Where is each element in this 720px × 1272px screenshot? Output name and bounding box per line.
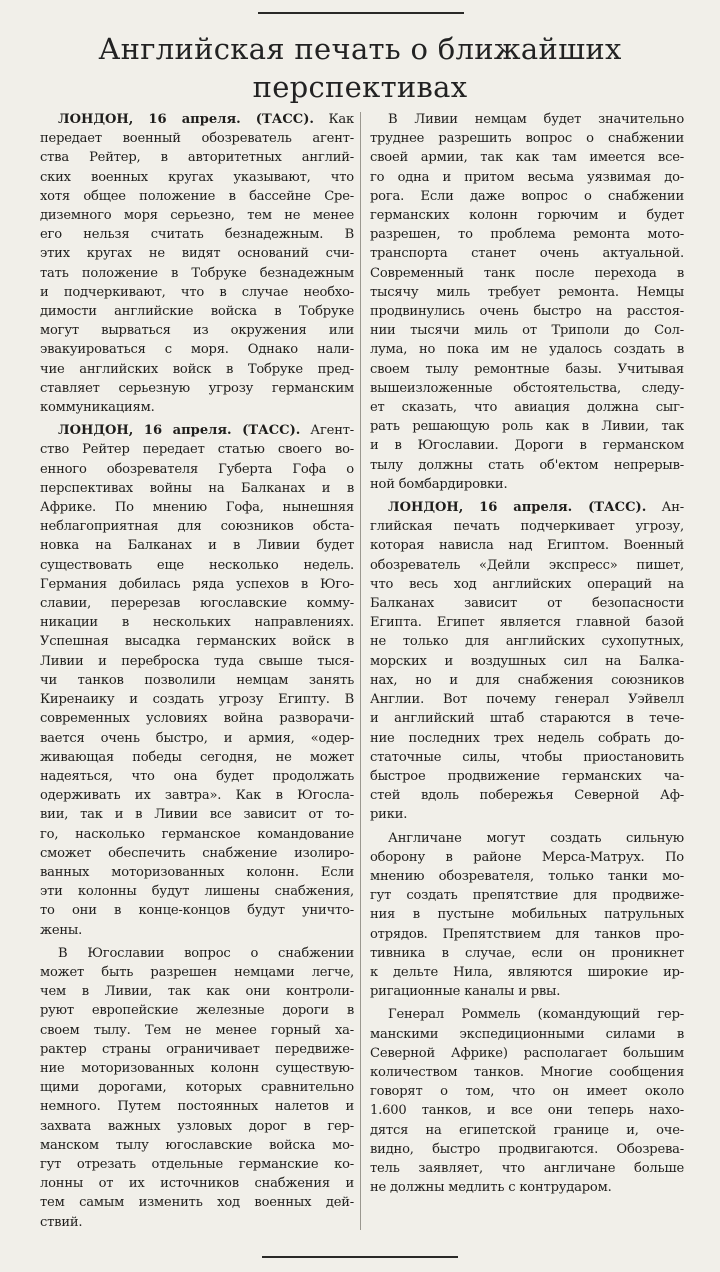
paragraph-line bbox=[370, 786, 684, 805]
paragraph-line bbox=[370, 225, 684, 244]
paragraph-line bbox=[370, 963, 684, 982]
line-text: современных условиях война разворачи- bbox=[40, 711, 354, 727]
line-text: говорят о том, что он имеет около bbox=[370, 1084, 684, 1100]
line-text: щими дорогами, которых сравнительно bbox=[40, 1080, 354, 1096]
paragraph-line bbox=[40, 613, 354, 632]
line-text: не только для английских сухопутных, bbox=[370, 634, 684, 650]
line-text: 1.600 танков, и все они теперь нахо- bbox=[370, 1103, 684, 1119]
line-text: ских военных кругах указывают, что bbox=[40, 169, 354, 185]
line-text: и в Югославии. Дороги в германском bbox=[370, 438, 684, 454]
bottom-rule bbox=[262, 1256, 458, 1258]
article-headline bbox=[40, 30, 680, 106]
line-text: продвинулись очень быстро на расстоя- bbox=[370, 304, 684, 320]
paragraph-line bbox=[40, 1213, 354, 1232]
paragraph-line bbox=[40, 1193, 354, 1212]
paragraph-line bbox=[370, 168, 684, 187]
paragraph-line bbox=[40, 825, 354, 844]
paragraph-line bbox=[40, 206, 354, 225]
paragraph-line bbox=[40, 1059, 354, 1078]
headline-line-1: Английская печать о ближайших bbox=[98, 32, 622, 66]
line-text: Агент- bbox=[300, 423, 354, 439]
line-text: передает военный обозреватель агент- bbox=[40, 131, 354, 147]
line-text: его нельзя считать безнадежным. В bbox=[40, 227, 354, 243]
paragraph-line bbox=[370, 690, 684, 709]
line-text: захвата важных узловых дорог в гер- bbox=[40, 1118, 354, 1134]
line-text: что весь ход английских операций на bbox=[370, 576, 684, 592]
line-text: Англичане могут создать сильную bbox=[388, 830, 684, 846]
right-column bbox=[370, 110, 684, 1201]
line-text: сможет обеспечить снабжение изолиро- bbox=[40, 845, 354, 861]
article-paragraph bbox=[370, 1005, 684, 1197]
paragraph-line bbox=[40, 1040, 354, 1059]
line-text: стей вдоль побережья Северной Аф- bbox=[370, 788, 684, 804]
line-text: Египта. Египет является главной базой bbox=[370, 615, 684, 631]
paragraph-line bbox=[370, 556, 684, 575]
paragraph-line bbox=[40, 321, 354, 340]
paragraph-line bbox=[370, 148, 684, 167]
line-text: ригационные каналы и рвы. bbox=[370, 984, 561, 1000]
line-text: Северной Африке) располагает большим bbox=[370, 1045, 684, 1061]
paragraph-line bbox=[370, 187, 684, 206]
paragraph-line bbox=[370, 360, 684, 379]
line-text: и подчеркивают, что в случае необхо- bbox=[40, 284, 354, 300]
paragraph-line bbox=[370, 1121, 684, 1140]
line-text: и английский штаб стараются в тече- bbox=[370, 711, 684, 727]
line-text: го одна и притом весьма уязвимая до- bbox=[370, 169, 684, 185]
paragraph-line bbox=[40, 944, 354, 963]
paragraph-line bbox=[40, 302, 354, 321]
paragraph-line bbox=[370, 671, 684, 690]
paragraph-line bbox=[370, 398, 684, 417]
paragraph-line bbox=[40, 863, 354, 882]
line-text: могут вырваться из окружения или bbox=[40, 323, 354, 339]
paragraph-line bbox=[370, 729, 684, 748]
paragraph-line bbox=[40, 575, 354, 594]
line-text: ния в пустыне мобильных патрульных bbox=[370, 907, 684, 923]
paragraph-line bbox=[40, 379, 354, 398]
line-text: этих кругах не видят оснований счи- bbox=[40, 246, 354, 262]
paragraph-line bbox=[40, 1078, 354, 1097]
line-text: существовать еще несколько недель. bbox=[40, 557, 354, 573]
paragraph-line bbox=[370, 244, 684, 263]
paragraph-line bbox=[370, 1005, 684, 1024]
paragraph-line bbox=[40, 556, 354, 575]
line-text: ставляет серьезную угрозу германским bbox=[40, 380, 354, 396]
line-text: дятся на египетской границе и, оче- bbox=[370, 1122, 684, 1138]
dateline: ЛОНДОН, 16 апреля. (ТАСС). bbox=[388, 500, 647, 516]
line-text: Современный танк после перехода в bbox=[370, 265, 684, 281]
line-text: транспорта станет очень актуальной. bbox=[370, 246, 684, 262]
paragraph-line bbox=[370, 632, 684, 651]
line-text: статочные силы, чтобы приостановить bbox=[370, 749, 684, 765]
paragraph-line bbox=[370, 1140, 684, 1159]
line-text: нии тысячи миль от Триполи до Сол- bbox=[370, 323, 684, 339]
line-text: эти колонны будут лишены снабжения, bbox=[40, 884, 354, 900]
line-text: тылу должны стать об'ектом непрерыв- bbox=[370, 457, 684, 473]
paragraph-line bbox=[370, 340, 684, 359]
line-text: мнению обозревателя, только танки мо- bbox=[370, 868, 684, 884]
line-text: ной бомбардировки. bbox=[370, 476, 508, 492]
paragraph-line bbox=[370, 652, 684, 671]
paragraph-line bbox=[40, 1097, 354, 1116]
paragraph-line bbox=[40, 921, 354, 940]
paragraph-line bbox=[370, 379, 684, 398]
line-text: морских и воздушных сил на Балка- bbox=[370, 653, 684, 669]
line-text: обозреватель «Дейли экспресс» пишет, bbox=[370, 557, 684, 573]
paragraph-line bbox=[40, 882, 354, 901]
line-text: тать положение в Тобруке безнадежным bbox=[40, 265, 354, 281]
line-text: хотя общее положение в бассейне Сре- bbox=[40, 188, 354, 204]
line-text: рактер страны ограничивает передвиже- bbox=[40, 1041, 354, 1057]
paragraph-line bbox=[40, 536, 354, 555]
paragraph-line bbox=[40, 244, 354, 263]
line-text: не должны медлить с контрударом. bbox=[370, 1180, 612, 1196]
paragraph-line bbox=[40, 805, 354, 824]
paragraph-line bbox=[40, 671, 354, 690]
article-paragraph bbox=[40, 944, 354, 1232]
line-text: к дельте Нила, являются широкие ир- bbox=[370, 964, 684, 980]
paragraph-line bbox=[370, 498, 684, 517]
line-text: быстрое продвижение германских ча- bbox=[370, 768, 684, 784]
paragraph-line bbox=[370, 475, 684, 494]
line-text: рога. Если даже вопрос о снабжении bbox=[370, 188, 684, 204]
paragraph-line bbox=[370, 1178, 684, 1197]
paragraph-line bbox=[370, 982, 684, 1001]
line-text: тысячу миль требует ремонта. Немцы bbox=[370, 284, 684, 300]
line-text: коммуникациям. bbox=[40, 400, 155, 416]
paragraph-line bbox=[370, 321, 684, 340]
paragraph-line bbox=[370, 613, 684, 632]
line-text: манскими экспедиционными силами в bbox=[370, 1026, 684, 1042]
paragraph-line bbox=[370, 1025, 684, 1044]
paragraph-line bbox=[370, 748, 684, 767]
line-text: тель заявляет, что англичане больше bbox=[370, 1160, 684, 1176]
line-text: ет сказать, что авиация должна сыг- bbox=[370, 400, 684, 416]
paragraph-line bbox=[40, 1174, 354, 1193]
paragraph-line bbox=[370, 709, 684, 728]
paragraph-line bbox=[370, 1044, 684, 1063]
line-text: разрешен, то проблема ремонта мото- bbox=[370, 227, 684, 243]
paragraph-line bbox=[370, 886, 684, 905]
line-text: живающая победы сегодня, не может bbox=[40, 749, 354, 765]
paragraph-line bbox=[40, 225, 354, 244]
paragraph-line bbox=[40, 340, 354, 359]
line-text: ние последних трех недель собрать до- bbox=[370, 730, 684, 746]
line-text: вии, так и в Ливии все зависит от то- bbox=[40, 807, 354, 823]
line-text: тем самым изменить ход военных дей- bbox=[40, 1195, 354, 1211]
line-text: своем тылу ремонтные базы. Учитывая bbox=[370, 361, 684, 377]
line-text: надеяться, что она будет продолжать bbox=[40, 768, 354, 784]
line-text: ствий. bbox=[40, 1214, 83, 1230]
paragraph-line bbox=[370, 805, 684, 824]
left-column bbox=[40, 110, 354, 1236]
line-text: чие английских войск в Тобруке пред- bbox=[40, 361, 354, 377]
line-text: славии, перерезав югославские комму- bbox=[40, 596, 354, 612]
paragraph-line bbox=[40, 129, 354, 148]
line-text: новка на Балканах и в Ливии будет bbox=[40, 538, 354, 554]
line-text: димости английские войска в Тобруке bbox=[40, 304, 354, 320]
paragraph-line bbox=[40, 786, 354, 805]
line-text: одерживать их завтра». Как в Югосла- bbox=[40, 788, 354, 804]
paragraph-line bbox=[40, 729, 354, 748]
paragraph-line bbox=[370, 1082, 684, 1101]
paragraph-line bbox=[40, 767, 354, 786]
line-text: ние моторизованных колонн существую- bbox=[40, 1060, 354, 1076]
line-text: руют европейские железные дороги в bbox=[40, 1003, 354, 1019]
line-text: глийская печать подчеркивает угрозу, bbox=[370, 519, 684, 535]
line-text: чи танков позволили немцам занять bbox=[40, 672, 354, 688]
line-text: Успешная высадка германских войск в bbox=[40, 634, 354, 650]
line-text: Германия добилась ряда успехов в Юго- bbox=[40, 576, 354, 592]
line-text: неблагоприятная для союзников обста- bbox=[40, 519, 354, 535]
paragraph-line bbox=[40, 264, 354, 283]
paragraph-line bbox=[370, 264, 684, 283]
line-text: германских колонн горючим и будет bbox=[370, 208, 684, 224]
paragraph-line bbox=[370, 1101, 684, 1120]
paragraph-line bbox=[40, 148, 354, 167]
line-text: лума, но пока им не удалось создать в bbox=[370, 342, 684, 358]
paragraph-line bbox=[40, 440, 354, 459]
line-text: отрядов. Препятствием для танков про- bbox=[370, 926, 684, 942]
paragraph-line bbox=[40, 110, 354, 129]
line-text: немного. Путем постоянных налетов и bbox=[40, 1099, 354, 1115]
line-text: Ан- bbox=[646, 500, 684, 516]
line-text: В Ливии немцам будет значительно bbox=[388, 112, 684, 127]
paragraph-line bbox=[40, 1021, 354, 1040]
paragraph-line bbox=[40, 594, 354, 613]
line-text: вышеизложенные обстоятельства, следу- bbox=[370, 380, 684, 396]
line-text: манском тылу югославские войска мо- bbox=[40, 1137, 354, 1153]
paragraph-line bbox=[40, 709, 354, 728]
line-text: Киренаику и создать угрозу Египту. В bbox=[40, 692, 354, 708]
article-paragraph bbox=[370, 498, 684, 824]
paragraph-line bbox=[40, 187, 354, 206]
line-text: ства Рейтер, в авторитетных англий- bbox=[40, 150, 354, 166]
paragraph-line bbox=[370, 110, 684, 129]
line-text: рать решающую роль как в Ливии, так bbox=[370, 419, 684, 435]
paragraph-line bbox=[40, 1136, 354, 1155]
line-text: Балканах зависит от безопасности bbox=[370, 596, 684, 612]
paragraph-line bbox=[40, 901, 354, 920]
paragraph-line bbox=[40, 963, 354, 982]
dateline: ЛОНДОН, 16 апреля. (ТАСС). bbox=[58, 112, 314, 127]
line-text: го, насколько германское командование bbox=[40, 826, 354, 842]
line-text: В Югославии вопрос о снабжении bbox=[58, 945, 354, 961]
dateline: ЛОНДОН, 16 апреля. (ТАСС). bbox=[58, 423, 301, 439]
paragraph-line bbox=[40, 421, 354, 440]
paragraph-line bbox=[370, 925, 684, 944]
paragraph-line bbox=[40, 632, 354, 651]
article-paragraph bbox=[40, 421, 354, 939]
paragraph-line bbox=[40, 748, 354, 767]
paragraph-line bbox=[370, 1159, 684, 1178]
line-text: перспективах войны на Балканах и в bbox=[40, 480, 354, 496]
line-text: лонны от их источников снабжения и bbox=[40, 1176, 354, 1192]
paragraph-line bbox=[40, 690, 354, 709]
line-text: оборону в районе Мерса-Матрух. По bbox=[370, 849, 684, 865]
line-text: может быть разрешен немцами легче, bbox=[40, 964, 354, 980]
paragraph-line bbox=[40, 1155, 354, 1174]
line-text: своем тылу. Тем не менее горный ха- bbox=[40, 1022, 354, 1038]
paragraph-line bbox=[40, 168, 354, 187]
article-paragraph bbox=[370, 829, 684, 1002]
line-text: гут отрезать отдельные германские ко- bbox=[40, 1156, 354, 1172]
paragraph-line bbox=[370, 129, 684, 148]
line-text: видно, быстро продвигаются. Обозрева- bbox=[370, 1141, 684, 1157]
line-text: ванных моторизованных колонн. Если bbox=[40, 864, 354, 880]
line-text: Англии. Вот почему генерал Уэйвелл bbox=[370, 692, 684, 708]
line-text: эвакуироваться с моря. Однако нали- bbox=[40, 342, 354, 358]
line-text: гут создать препятствие для продвиже- bbox=[370, 888, 684, 904]
paragraph-line bbox=[40, 517, 354, 536]
paragraph-line bbox=[40, 479, 354, 498]
paragraph-line bbox=[370, 905, 684, 924]
line-text: жены. bbox=[40, 922, 83, 938]
line-text: Как bbox=[313, 112, 354, 127]
line-text: нах, но и для снабжения союзников bbox=[370, 672, 684, 688]
paragraph-line bbox=[370, 848, 684, 867]
line-text: Ливии и переброска туда свыше тыся- bbox=[40, 653, 354, 669]
paragraph-line bbox=[40, 652, 354, 671]
paragraph-line bbox=[370, 456, 684, 475]
paragraph-line bbox=[40, 498, 354, 517]
article-paragraph bbox=[370, 110, 684, 494]
paragraph-line bbox=[370, 767, 684, 786]
paragraph-line bbox=[40, 398, 354, 417]
paragraph-line bbox=[40, 460, 354, 479]
paragraph-line bbox=[370, 417, 684, 436]
line-text: чем в Ливии, так как они контроли- bbox=[40, 984, 354, 1000]
paragraph-line bbox=[370, 206, 684, 225]
line-text: вается очень быстро, и армия, «одер- bbox=[40, 730, 354, 746]
paragraph-line bbox=[370, 536, 684, 555]
paragraph-line bbox=[370, 302, 684, 321]
paragraph-line bbox=[40, 360, 354, 379]
paragraph-line bbox=[370, 594, 684, 613]
line-text: рики. bbox=[370, 807, 408, 823]
paragraph-line bbox=[370, 575, 684, 594]
line-text: которая нависла над Египтом. Военный bbox=[370, 538, 684, 554]
paragraph-line bbox=[370, 283, 684, 302]
line-text: никации в нескольких направлениях. bbox=[40, 615, 354, 631]
line-text: своей армии, так как там имеется все- bbox=[370, 150, 684, 166]
paragraph-line bbox=[370, 867, 684, 886]
line-text: диземного моря серьезно, тем не менее bbox=[40, 208, 354, 224]
line-text: Генерал Роммель (командующий гер- bbox=[388, 1007, 684, 1023]
paragraph-line bbox=[40, 1117, 354, 1136]
paragraph-line bbox=[40, 982, 354, 1001]
line-text: ство Рейтер передает статью своего во- bbox=[40, 442, 354, 458]
paragraph-line bbox=[40, 844, 354, 863]
line-text: тивника в случае, если он проникнет bbox=[370, 945, 684, 961]
line-text: Африке. По мнению Гофа, нынешняя bbox=[40, 500, 354, 516]
column-divider bbox=[360, 112, 361, 1230]
line-text: то они в конце-концов будут уничто- bbox=[40, 903, 354, 919]
paragraph-line bbox=[370, 944, 684, 963]
paragraph-line bbox=[370, 517, 684, 536]
paragraph-line bbox=[370, 1063, 684, 1082]
paragraph-line bbox=[370, 436, 684, 455]
line-text: енного обозревателя Губерта Гофа о bbox=[40, 461, 354, 477]
paragraph-line bbox=[40, 1001, 354, 1020]
top-rule bbox=[258, 12, 464, 14]
paragraph-line bbox=[370, 829, 684, 848]
article-paragraph bbox=[40, 110, 354, 417]
line-text: количеством танков. Многие сообщения bbox=[370, 1064, 684, 1080]
headline-line-2: перспективах bbox=[252, 70, 468, 104]
line-text: труднее разрешить вопрос о снабжении bbox=[370, 131, 684, 147]
paragraph-line bbox=[40, 283, 354, 302]
